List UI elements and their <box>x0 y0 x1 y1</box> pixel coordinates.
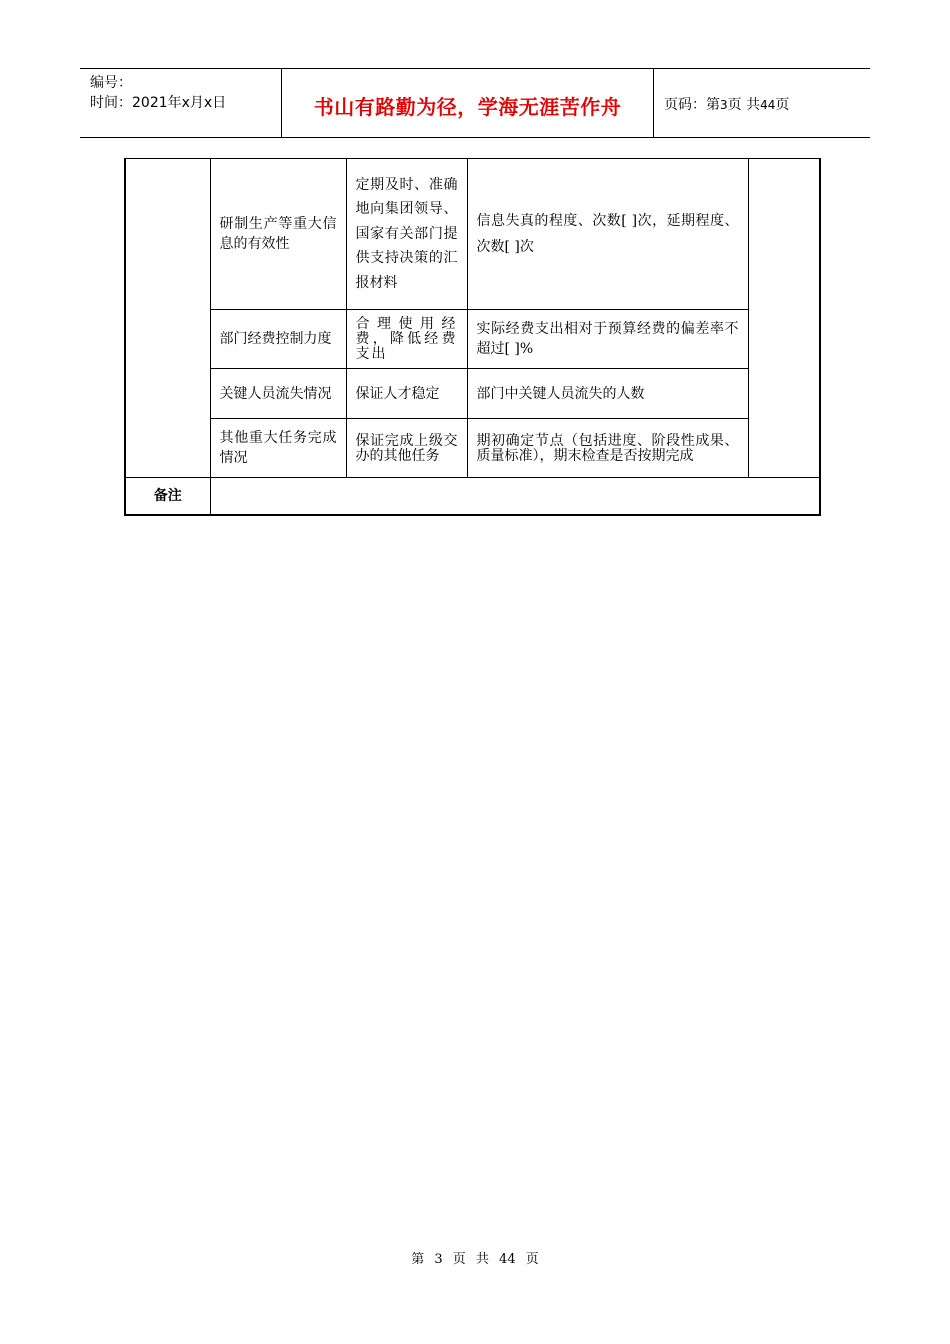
page-header <box>80 68 870 138</box>
item-cell: 部门经费控制力度 <box>210 310 346 369</box>
criteria-cell: 部门中关键人员流失的人数 <box>467 369 748 419</box>
goal-cell: 保证人才稳定 <box>346 369 467 419</box>
header-divider <box>653 69 654 137</box>
page-mid: 页 共 <box>727 97 761 113</box>
score-cell <box>748 159 820 478</box>
page-prefix: 页码：第 <box>664 97 720 113</box>
criteria-cell: 期初确定节点（包括进度、阶段性成果、质量标准），期末检查是否按期完成 <box>467 419 748 478</box>
category-cell <box>125 159 210 478</box>
header-meta <box>90 73 226 113</box>
goal-cell: 合理使用经费，降低经费支出 <box>346 310 467 369</box>
goal-cell: 保证完成上级交办的其他任务 <box>346 419 467 478</box>
table-row <box>125 310 820 369</box>
criteria-cell: 信息失真的程度、次数[ ]次，延期程度、次数[ ]次 <box>467 159 748 310</box>
item-cell: 研制生产等重大信息的有效性 <box>210 159 346 310</box>
table-row <box>125 419 820 478</box>
page-footer: 第 3 页 共 44 页 <box>411 1252 539 1267</box>
goal-cell: 定期及时、准确地向集团领导、国家有关部门提供支持决策的汇报材料 <box>346 159 467 310</box>
remark-label: 备注 <box>125 478 210 515</box>
page-suffix: 页 <box>775 97 790 113</box>
table-row <box>125 369 820 419</box>
item-cell: 关键人员流失情况 <box>210 369 346 419</box>
header-page-indicator <box>664 94 789 114</box>
page-total: 44 <box>760 98 776 112</box>
table-row <box>125 159 820 310</box>
remark-value <box>210 478 820 515</box>
page-current: 3 <box>720 98 728 112</box>
assessment-table <box>124 158 821 516</box>
number-label: 编号： <box>90 75 132 91</box>
criteria-cell: 实际经费支出相对于预算经费的偏差率不超过[ ]% <box>467 310 748 369</box>
date-line: 时间：2021年x月x日 <box>90 95 227 111</box>
item-cell: 其他重大任务完成情况 <box>210 419 346 478</box>
header-motto: 书山有路勤为径，学海无涯苦作舟 <box>313 95 622 119</box>
remark-row <box>125 478 820 515</box>
